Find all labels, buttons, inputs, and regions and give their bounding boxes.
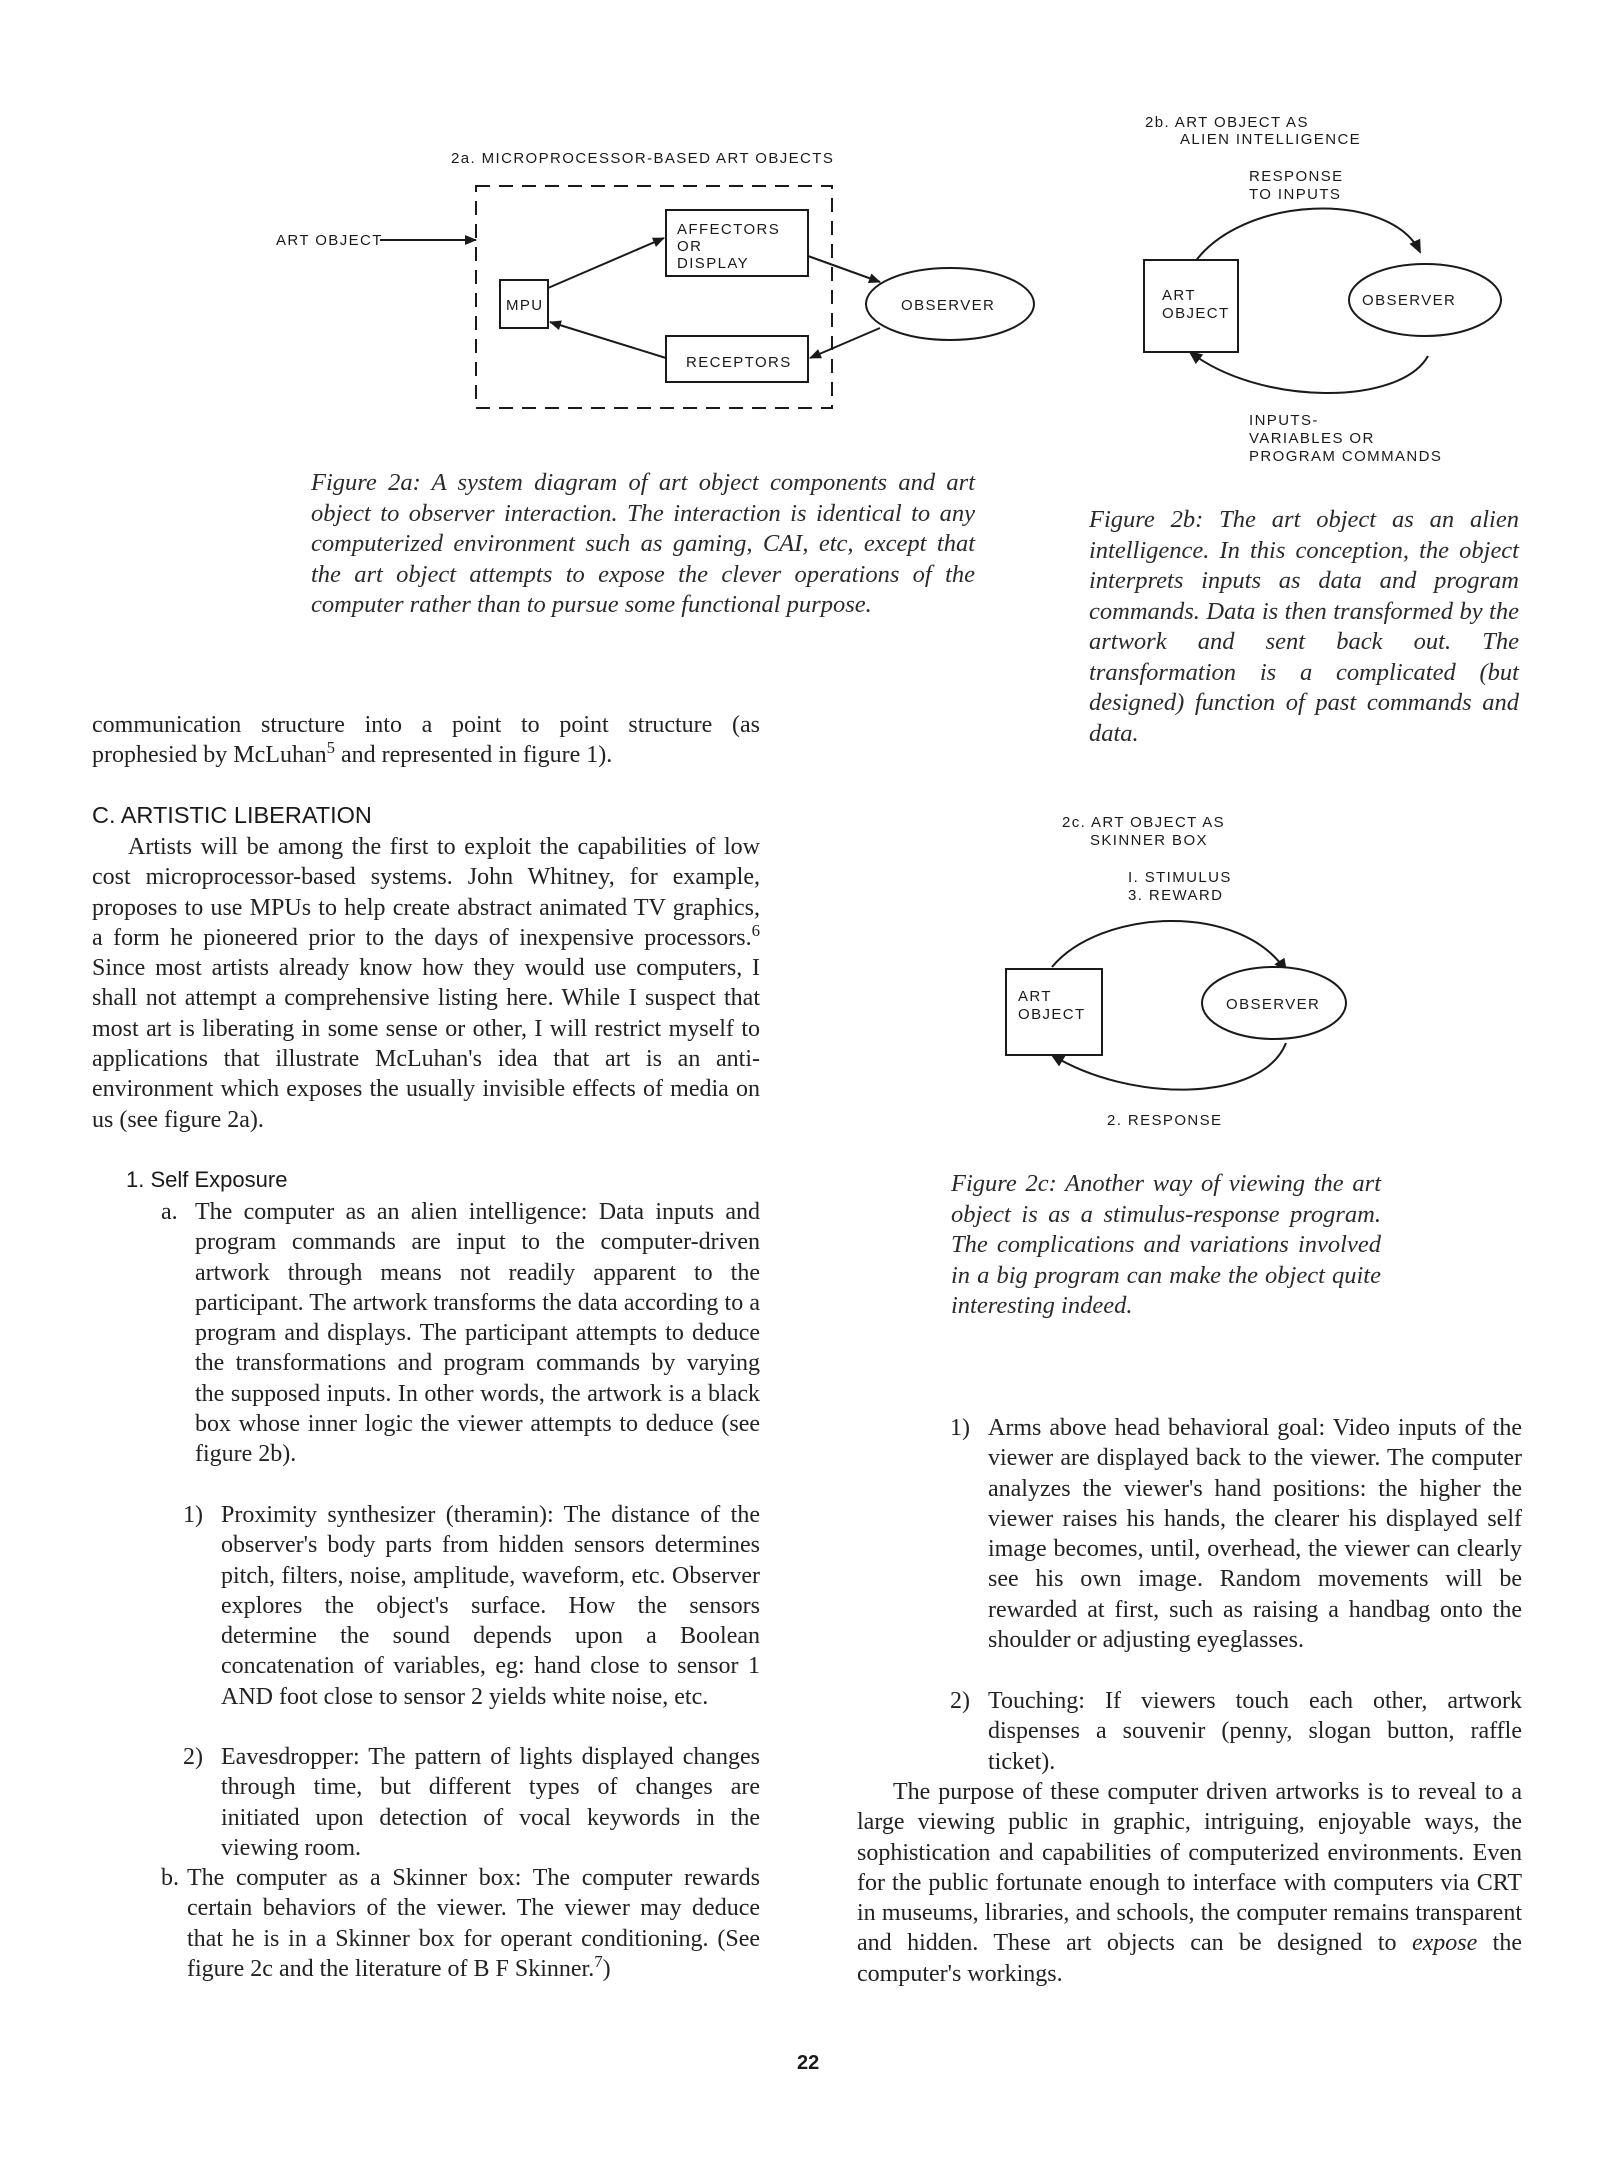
figure-2b-title-2: ALIEN INTELLIGENCE <box>1180 131 1362 148</box>
item-a-2-text: Eavesdropper: The pattern of lights displayed changes through time, but different types of changes are initiated upon detection of vocal keywords in the viewing room. <box>221 1744 760 1861</box>
intro-line-2: prophesied by McLuhan$^5$ and represented in figure 1). <box>92 738 613 769</box>
affectors-label-3: DISPLAY <box>677 255 750 272</box>
figure-2b-inputs-3: PROGRAM COMMANDS <box>1249 448 1443 465</box>
inputs-arc <box>1190 352 1428 393</box>
expose-emphasis: expose <box>1411 1930 1478 1957</box>
item-a <box>161 1197 760 1470</box>
right-item-2-label: 2) <box>950 1688 970 1714</box>
figure-2a-art-object-label: ART OBJECT <box>276 232 383 249</box>
right-item-2 <box>950 1686 1522 1777</box>
figure-2c-caption: Figure 2c: Another way of viewing the art object is as a stimulus-response program. The complications and variations involved in a big program can make the object quite interesting indeed. <box>951 1170 1381 1319</box>
item-b-label: b. <box>161 1865 179 1891</box>
footnote-5: 5 <box>326 738 335 758</box>
art-object-label-2: OBJECT <box>1018 1006 1086 1023</box>
figure-2b-response-1: RESPONSE <box>1249 168 1344 185</box>
right-item-2-text: Touching: If viewers touch each other, artwork dispenses a souvenir (penny, slogan button, raffle ticket). <box>988 1688 1522 1775</box>
mpu-label: MPU <box>506 297 544 314</box>
item-a-1-text: Proximity synthesizer (theramin): The distance of the observer's body parts from hidden sensors determines pitch, filters, noise, amplitude, waveform, etc. Observer explores the object's surface. How the sensors determine the sound depends upon a Boolean concatenation of variables, eg: hand close to sensor 1 AND foot close to sensor 2 yields white noise, etc. <box>221 1502 760 1710</box>
observer-to-receptors-arrow <box>810 328 880 358</box>
figure-2a-diagram <box>380 178 1040 418</box>
right-item-1 <box>950 1413 1522 1655</box>
page-number: 22 <box>797 2052 820 2074</box>
stimulus-reward-arc <box>1052 921 1286 971</box>
item-a-label: a. <box>161 1199 178 1225</box>
right-item-1-label: 1) <box>950 1415 970 1441</box>
figure-2b-inputs-1: INPUTS- <box>1249 412 1319 429</box>
observer-label: OBSERVER <box>1226 996 1321 1013</box>
figure-2a-title: 2a. MICROPROCESSOR-BASED ART OBJECTS <box>451 150 835 167</box>
figure-2b-diagram <box>1140 200 1510 410</box>
item-a-1 <box>183 1500 760 1712</box>
figure-2c-title-2: SKINNER BOX <box>1090 832 1208 849</box>
figure-2b-response-2: TO INPUTS <box>1249 186 1342 203</box>
item-b <box>161 1863 760 1984</box>
item-b-text: The computer as a Skinner box: The computer rewards certain behaviors of the viewer. The viewer may deduce that he is in a Skinner box for operant conditioning. (See figure 2c and the literature of B F Skinner.$^7$) <box>187 1865 760 1982</box>
subheading-self-exposure: 1. Self Exposure <box>126 1167 288 1192</box>
footnote-6: 6 <box>751 920 760 940</box>
figure-2b-inputs-2: VARIABLES OR <box>1249 430 1375 447</box>
intro-line-1: communication structure into a point to point structure (as <box>92 712 760 738</box>
figure-2c-title-1: 2c. ART OBJECT AS <box>1062 814 1226 831</box>
artistic-liberation-paragraph: Artists will be among the first to exploit the capabilities of low cost microprocessor-based systems. John Whitney, for example, proposes to use MPUs to help create abstract animated TV graphics, a form he pioneered prior to the days of inexpensive processors.$^6$ Since most artists already know how they would use computers, I shall not attempt a comprehensive listing here. While I suspect that most art is liberating in some sense or other, I will restrict myself to applications that illustrate McLuhan's idea that art is an anti-environment which exposes the usually invisible effects of media on us (see figure 2a). <box>92 834 760 1133</box>
figure-2c-reward: 3. REWARD <box>1128 887 1224 904</box>
observer-label: OBSERVER <box>1362 292 1457 309</box>
affectors-label-2: OR <box>677 238 703 255</box>
intro-text <box>92 710 760 771</box>
footnote-7: 7 <box>594 1951 603 1971</box>
figure-2a-caption: Figure 2a: A system diagram of art object components and art object to observer interaction. The interaction is identical to any computerized environment such as gaming, CAI, etc, except that the art object attempts to expose the clever operations of the computer rather than to pursue some functional purpose. <box>311 469 975 618</box>
figure-2c-response-label: 2. RESPONSE <box>1107 1112 1223 1129</box>
item-a-2 <box>183 1742 760 1863</box>
figure-2b-title-1: 2b. ART OBJECT AS <box>1145 114 1309 131</box>
art-object-label-2: OBJECT <box>1162 305 1230 322</box>
section-heading: C. ARTISTIC LIBERATION <box>92 802 372 828</box>
item-a-2-label: 2) <box>183 1744 203 1770</box>
observer-label: OBSERVER <box>901 297 996 314</box>
purpose-paragraph: The purpose of these computer driven artworks is to reveal to a large viewing public in graphic, intriguing, enjoyable ways, the sophistication and capabilities of computerized environments. Even for the public fortunate enough to interface with computers via CRT in museums, libraries, and schools, the computer remains transparent and hidden. These art objects can be designed to expose the computer's workings. <box>857 1779 1522 1987</box>
figure-2c-stimulus: I. STIMULUS <box>1128 869 1232 886</box>
right-item-1-text: Arms above head behavioral goal: Video inputs of the viewer are displayed back to the viewer. The computer analyzes the viewer's hand positions: the higher the viewer raises his hands, the clearer his displayed self image becomes, until, overhead, the viewer can clearly see his own image. Random movements will be rewarded at first, such as raising a handbag onto the shoulder or adjusting eyeglasses. <box>988 1415 1522 1654</box>
mpu-to-affectors-arrow <box>548 238 664 288</box>
item-a-1-label: 1) <box>183 1502 203 1528</box>
art-object-label-1: ART <box>1162 287 1196 304</box>
receptors-to-mpu-arrow <box>550 322 666 358</box>
receptors-label: RECEPTORS <box>686 354 792 371</box>
affectors-to-observer-arrow <box>808 256 880 282</box>
art-object-label-1: ART <box>1018 988 1052 1005</box>
figure-2c-diagram <box>1000 905 1360 1115</box>
response-arc <box>1192 209 1420 266</box>
figure-2b-caption: Figure 2b: The art object as an alien intelligence. In this conception, the object interprets inputs as data and program commands. Data is then transformed by the artwork and sent back out. The transformation is a complicated (but designed) function of past commands and data. <box>1089 506 1519 747</box>
item-a-text: The computer as an alien intelligence: Data inputs and program commands are input to the computer-driven artwork through means not readily apparent to the participant. The artwork transforms the data according to a program and displays. The participant attempts to deduce the transformations and program commands by varying the supposed inputs. In other words, the artwork is a black box whose inner logic the viewer attempts to deduce (see figure 2b). <box>195 1199 760 1468</box>
affectors-label-1: AFFECTORS <box>677 221 781 238</box>
